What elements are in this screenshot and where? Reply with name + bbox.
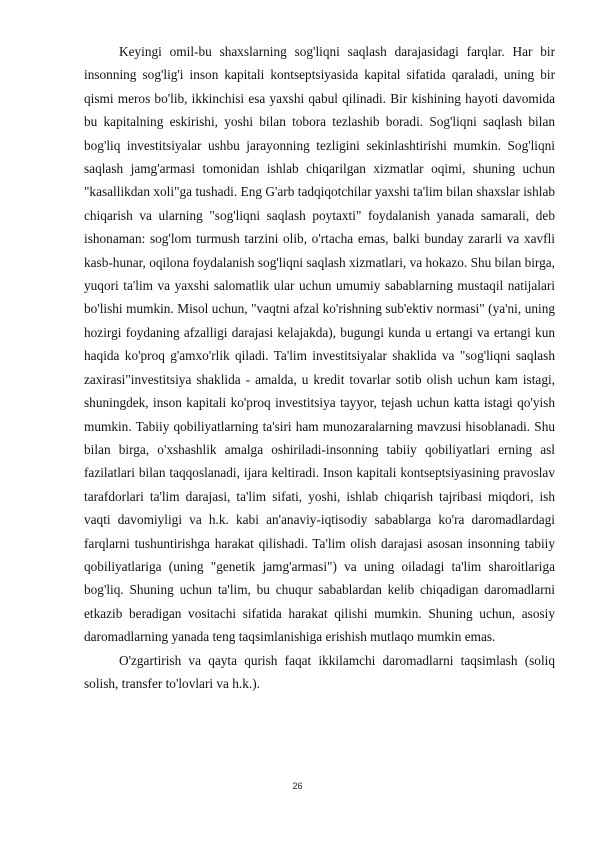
body-paragraph-2: O'zgartirish va qayta qurish faqat ikkilamchi daromadlarni taqsimlash (soliq solish, transfer to'lovlari va h.k.).	[84, 652, 555, 691]
document-page	[84, 40, 555, 695]
page-number: 26	[292, 781, 303, 791]
body-paragraph-1: Keyingi omil-bu shaxslarning sog'liqni saqlash darajasidagi farqlar. Har bir insonning sog'lig'i inson kapitali kontseptsiyasida kapital sifatida qaraladi, uning bir qismi meros bo'lib, ikkinchisi esa yaxshi qabul qilinadi. Bir kishining hayoti davomida bu kapitalning eskirishi, yoshi bilan tobora tezlashib boradi. Sog'liqni saqlash bilan bog'liq investitsiyalar ushbu jarayonning tezligini sekinlashtirishi mumkin. Sog'liqni saqlash jamg'armasi tomonidan ishlab chiqarilgan xizmatlar oqimi, shuning uchun "kasallikdan xoli"ga tushadi. Eng G'arb tadqiqotchilar yaxshi ta'lim bilan shaxslar ishlab chiqarish va ularning "sog'liqni saqlash poytaxti" foydalanish yanada samarali, deb ishonaman: sog'lom turmush tarzini olib, o'rtacha emas, balki bunday zararli va xavfli kasb-hunar, oqilona foydalanish sog'liqni saqlash xizmatlari, va hokazo. Shu bilan birga, yuqori ta'lim va yaxshi salomatlik ular uchun umumiy sabablarning mustaqil natijalari bo'lishi mumkin. Misol uchun, "vaqtni afzal ko'rishning sub'ektiv normasi" (ya'ni, uning hozirgi foydaning afzalligi darajasi kelajakda), bugungi kunda u ertangi va ertangi kun haqida ko'proq g'amxo'rlik qiladi. Ta'lim investitsiyalar shaklida va "sog'liqni saqlash zaxirasi"investitsiya shaklida - amalda, u kredit tovarlar sotib olish uchun kam istagi, shuningdek, inson kapitali ko'proq investitsiya tayyor, tejash uchun katta istagi qo'yish mumkin. Tabiiy qobiliyatlarning ta'siri ham munozaralarning mavzusi hisoblanadi. Shu bilan birga, o'xshashlik amalga oshiriladi-insonning tabiiy qobiliyatlari erning asl fazilatlari bilan taqqoslanadi, ijara keltiradi. Inson kapitali kontseptsiyasining pravoslav tarafdorlari ta'lim darajasi, ta'lim sifati, yoshi, ishlab chiqarish tajribasi miqdori, ish vaqti davomiyligi va h.k. kabi an'anaviy-iqtisodiy sabablarga ko'ra daromadlardagi farqlarni tushuntirishga harakat qilishadi. Ta'lim olish darajasi asosan insonning tabiiy qobiliyatlariga (uning "genetik jamg'armasi") va uning oiladagi ta'lim sharoitlariga bog'liq. Shuning uchun ta'lim, bu chuqur sabablardan kelib chiqadigan daromadlarni etkazib beradigan vositachi sifatida harakat qilishi mumkin. Shuning uchun, asosiy daromadlarning yanada teng taqsimlanishiga erishish mutlaqo mumkin emas.	[84, 44, 555, 645]
